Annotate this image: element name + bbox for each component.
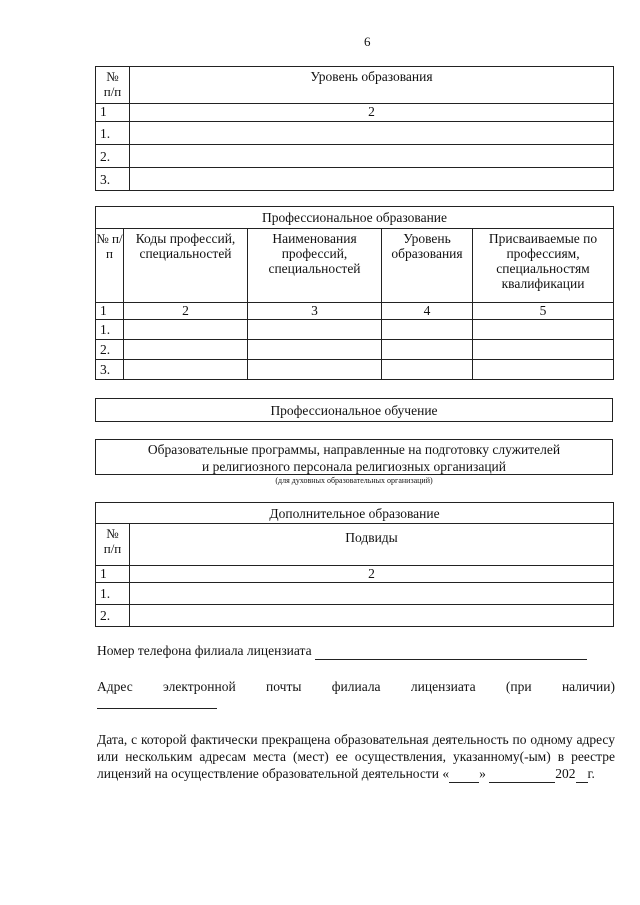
page-number: 6 xyxy=(364,34,371,49)
row-number: 1. xyxy=(96,122,130,145)
education-level-table xyxy=(95,66,614,191)
row-number: 2. xyxy=(96,605,130,627)
phone-field[interactable] xyxy=(315,642,587,660)
row-number: 2. xyxy=(96,340,124,360)
email-label: Адрес электронной почты филиала лицензиата (при наличии) xyxy=(97,679,615,694)
phone-label: Номер телефона филиала лицензиата xyxy=(97,643,312,658)
col-names-header: Наименования профессий, специальностей xyxy=(248,229,382,303)
row-value xyxy=(130,145,614,168)
email-line xyxy=(97,678,615,695)
date-year-field[interactable] xyxy=(576,765,588,783)
row-number: 1. xyxy=(96,320,124,340)
index-cell: 1 xyxy=(96,104,130,122)
termination-date-text: Дата, с которой фактически прекращена образовательная деятельность по одному адресу или нескольким адресам места (мест) ее осуществления, указанному(-ым) в реестре лицензий на осуществление образовательной деятельности « xyxy=(97,732,615,781)
row-number: 3. xyxy=(96,360,124,380)
index-cell: 3 xyxy=(248,303,382,320)
additional-education-title: Дополнительное образование xyxy=(96,503,614,524)
col-number-header: № п/п xyxy=(96,67,130,104)
col-education-level-header: Уровень образования xyxy=(130,67,614,104)
col-number-header: № п/п xyxy=(96,229,124,303)
index-cell: 4 xyxy=(382,303,473,320)
professional-training-box xyxy=(95,398,613,422)
index-cell: 1 xyxy=(96,303,124,320)
email-field[interactable] xyxy=(97,707,217,709)
religious-programs-note: (для духовных образовательных организаций) xyxy=(275,476,433,485)
row-number: 1. xyxy=(96,583,130,605)
date-mid: » xyxy=(479,766,486,781)
date-year-prefix: 202 xyxy=(555,766,576,781)
date-day-field[interactable] xyxy=(449,765,479,783)
termination-date-paragraph xyxy=(97,731,615,783)
religious-programs-line1: Образовательные программы, направленные на подготовку служителей xyxy=(147,442,561,457)
col-subtypes-header: Подвиды xyxy=(130,524,614,566)
professional-training-label: Профессиональное обучение xyxy=(270,403,438,418)
index-cell: 2 xyxy=(130,104,614,122)
row-value xyxy=(130,122,614,145)
col-level-header: Уровень образования xyxy=(382,229,473,303)
date-month-field[interactable] xyxy=(489,765,555,783)
row-number: 3. xyxy=(96,168,130,191)
index-cell: 5 xyxy=(473,303,614,320)
professional-education-table xyxy=(95,206,614,380)
professional-education-title: Профессиональное образование xyxy=(96,207,614,229)
religious-programs-box xyxy=(95,439,613,475)
date-year-suffix: г. xyxy=(587,766,595,781)
index-cell: 2 xyxy=(124,303,248,320)
additional-education-table xyxy=(95,502,614,627)
religious-programs-line2: и религиозного персонала религиозных организаций xyxy=(201,459,507,474)
index-cell: 2 xyxy=(130,566,614,583)
col-number-header: № п/п xyxy=(96,524,130,566)
phone-line xyxy=(97,642,615,660)
col-codes-header: Коды профессий, специальностей xyxy=(124,229,248,303)
row-number: 2. xyxy=(96,145,130,168)
index-cell: 1 xyxy=(96,566,130,583)
col-qualification-header: Присваиваемые по профессиям, специальностям квалификации xyxy=(473,229,614,303)
row-value xyxy=(130,168,614,191)
